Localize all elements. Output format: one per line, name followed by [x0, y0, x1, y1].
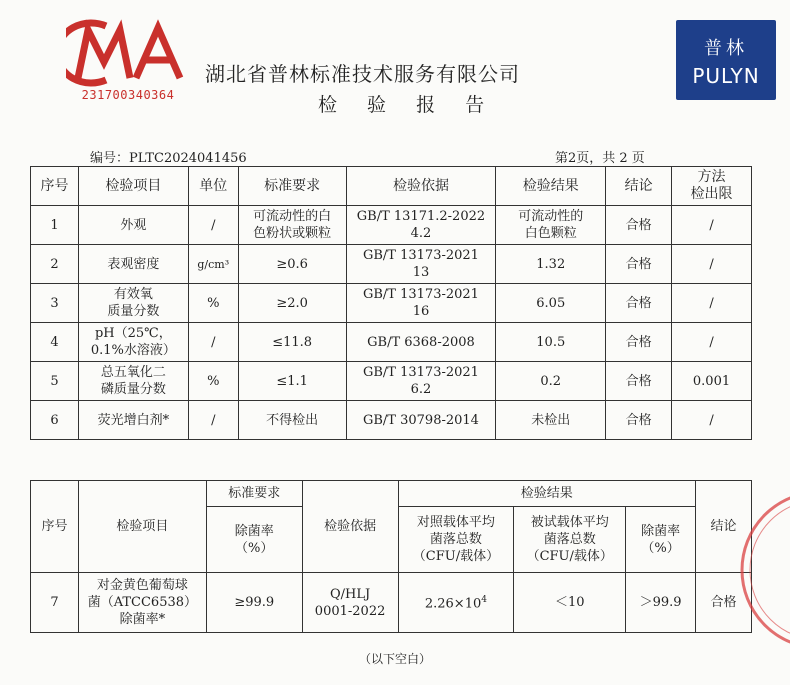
cell: 0.001: [672, 362, 752, 401]
cell: 2: [31, 245, 79, 284]
table-row: [31, 573, 752, 633]
official-seal-stamp: [720, 470, 790, 670]
cell: 1.32: [496, 245, 606, 284]
col-header: 标准要求: [238, 167, 346, 206]
cell: ≤1.1: [238, 362, 346, 401]
cell: ≤11.8: [238, 323, 346, 362]
col-subheader: 对照载体平均 菌落总数 （CFU/载体）: [398, 507, 514, 573]
cell: pH（25℃， 0.1%水溶液）: [78, 323, 188, 362]
cell: 有效氧 质量分数: [78, 284, 188, 323]
cell: 表观密度: [78, 245, 188, 284]
cell: GB/T 30798-2014: [346, 401, 496, 440]
page-info: 第2页，共 2 页: [555, 151, 645, 166]
col-subheader: 除菌率 （%）: [206, 507, 302, 573]
cell: GB/T 13173-2021 13: [346, 245, 496, 284]
report-number: 编号：PLTC2024041456: [90, 151, 247, 166]
cell: 合格: [606, 401, 672, 440]
table-header-row: [31, 167, 752, 206]
cell: 合格: [606, 362, 672, 401]
col-subheader: 被试载体平均 菌落总数 （CFU/载体）: [514, 507, 626, 573]
col-header: 检验项目: [78, 481, 206, 573]
control-count-base: 2.26×10: [424, 596, 482, 612]
cell: GB/T 13171.2-2022 4.2: [346, 206, 496, 245]
logo-en-text: PULYN: [692, 64, 760, 88]
col-header: 单位: [188, 167, 238, 206]
cell: 合格: [696, 573, 752, 633]
cell: 合格: [606, 284, 672, 323]
logo-cn-text: 普林: [704, 38, 748, 59]
col-header: 标准要求: [206, 481, 302, 507]
cell: 对金黄色葡萄球 菌（ATCC6538） 除菌率*: [78, 573, 206, 633]
cell: ＜10: [514, 573, 626, 633]
col-header: 检验结果: [398, 481, 696, 507]
cell: 外观: [78, 206, 188, 245]
table-row: [31, 323, 752, 362]
cell: GB/T 13173-2021 16: [346, 284, 496, 323]
cell: 3: [31, 284, 79, 323]
col-header: 检验项目: [78, 167, 188, 206]
col-header: 序号: [31, 481, 79, 573]
cell: 0.2: [496, 362, 606, 401]
cell: ≥2.0: [238, 284, 346, 323]
col-header: 方法 检出限: [672, 167, 752, 206]
col-header: 检验结果: [496, 167, 606, 206]
table-row: [31, 362, 752, 401]
cell: /: [188, 323, 238, 362]
cell: /: [672, 401, 752, 440]
cell: [398, 573, 514, 633]
cell: ＞99.9: [626, 573, 696, 633]
cell: 不得检出: [238, 401, 346, 440]
cell: 总五氧化二 磷质量分数: [78, 362, 188, 401]
cell: 合格: [606, 245, 672, 284]
col-header: 序号: [31, 167, 79, 206]
cell: 5: [31, 362, 79, 401]
cell: 7: [31, 573, 79, 633]
cell: %: [188, 362, 238, 401]
cell: /: [672, 323, 752, 362]
cell: ≥0.6: [238, 245, 346, 284]
cell: 未检出: [496, 401, 606, 440]
col-header: 结论: [696, 481, 752, 573]
cma-logo: [66, 18, 190, 88]
cell: /: [672, 245, 752, 284]
cell: GB/T 6368-2008: [346, 323, 496, 362]
cell: 可流动性的 白色颗粒: [496, 206, 606, 245]
cell: /: [188, 401, 238, 440]
sterilization-table: [30, 480, 752, 633]
col-header: 检验依据: [302, 481, 398, 573]
table-row: [31, 245, 752, 284]
report-title: 检 验 报 告: [318, 94, 497, 116]
company-name: 湖北省普林标准技术服务有限公司: [205, 62, 520, 86]
cell: /: [672, 206, 752, 245]
pulyn-logo: [676, 20, 776, 100]
cell: 合格: [606, 206, 672, 245]
cell: %: [188, 284, 238, 323]
col-subheader: 除菌率 （%）: [626, 507, 696, 573]
cell: ≥99.9: [206, 573, 302, 633]
cell: 1: [31, 206, 79, 245]
col-header: 结论: [606, 167, 672, 206]
control-count-exponent: 4: [481, 595, 487, 606]
col-header: 检验依据: [346, 167, 496, 206]
table-row: [31, 284, 752, 323]
cell: GB/T 13173-2021 6.2: [346, 362, 496, 401]
cell: Q/HLJ 0001-2022: [302, 573, 398, 633]
cma-number: 231700340364: [81, 88, 175, 102]
cell: 4: [31, 323, 79, 362]
blank-below-note: （以下空白）: [358, 652, 431, 666]
cell: 10.5: [496, 323, 606, 362]
cell: 6: [31, 401, 79, 440]
table-row: [31, 401, 752, 440]
cell: 合格: [606, 323, 672, 362]
table-row: [31, 206, 752, 245]
table-header-row: [31, 481, 752, 507]
cell: /: [672, 284, 752, 323]
cell: /: [188, 206, 238, 245]
results-table: [30, 166, 752, 440]
cell: 可流动性的白 色粉状或颗粒: [238, 206, 346, 245]
cell: 6.05: [496, 284, 606, 323]
cell: 荧光增白剂*: [78, 401, 188, 440]
cell: g/cm³: [188, 245, 238, 284]
